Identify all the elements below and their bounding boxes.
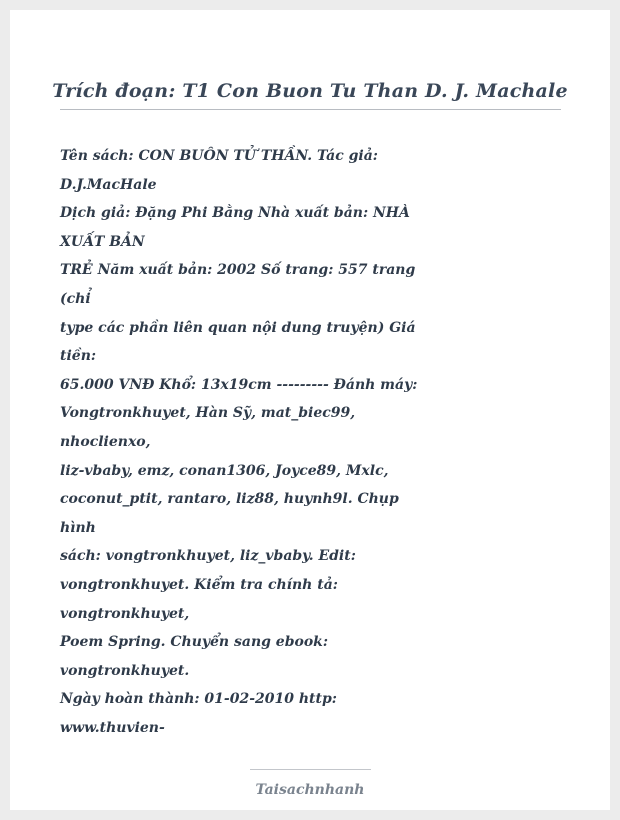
page-title: Trích đoạn: T1 Con Buon Tu Than D. J. Machale (52, 80, 568, 102)
text-line: vongtronkhuyet. Kiểm tra chính tả: (60, 576, 338, 593)
text-line: Ngày hoàn thành: 01-02-2010 http: (60, 691, 337, 708)
text-line: sách: vongtronkhuyet, liz_vbaby. Edit: (60, 548, 356, 565)
text-line: type các phần liên quan nội dung truyện) Giá (60, 319, 416, 336)
text-line: Dịch giả: Đặng Phi Bằng Nhà xuất bản: NHÀ (60, 205, 410, 222)
footer-divider (250, 769, 371, 770)
text-line: nhoclienxo, (60, 433, 151, 450)
text-line: vongtronkhuyet. (60, 662, 190, 679)
text-line: vongtronkhuyet, (60, 605, 190, 622)
text-line: Vongtronkhuyet, Hàn Sỹ, mat_biec99, (60, 405, 356, 422)
text-line: D.J.MacHale (60, 176, 157, 193)
document-page (10, 10, 610, 810)
text-line: coconut_ptit, rantaro, liz88, huynh9l. Chụp (60, 491, 399, 508)
book-info-text (60, 142, 560, 742)
text-line: (chỉ (60, 290, 91, 307)
text-line: hình (60, 519, 96, 536)
text-line: 65.000 VNĐ Khổ: 13x19cm --------- Đánh máy: (60, 376, 418, 393)
text-line: Tên sách: CON BUÔN TỬ THẦN. Tác giả: (60, 148, 378, 164)
text-line: XUẤT BẢN (60, 233, 145, 250)
text-line: TRẺ Năm xuất bản: 2002 Số trang: 557 trang (60, 262, 416, 279)
text-line: www.thuvien- (60, 719, 165, 736)
footer-site-name: Taisachnhanh (255, 782, 365, 798)
text-line: liz-vbaby, emz, conan1306, Joyce89, Mxlc, (60, 462, 389, 479)
title-divider (60, 109, 561, 110)
text-line: tiền: (60, 348, 97, 365)
text-line: Poem Spring. Chuyển sang ebook: (60, 634, 329, 651)
